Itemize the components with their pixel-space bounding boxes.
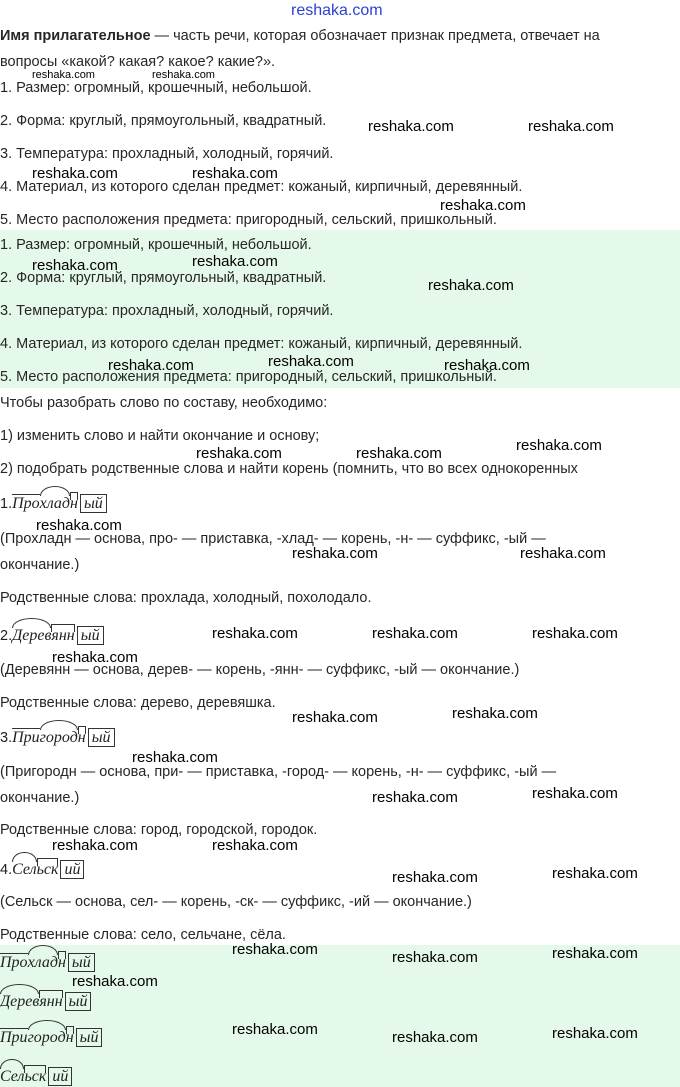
summary-diagram [0, 1028, 102, 1048]
root: хлад [27, 954, 58, 971]
watermark: reshaka.com [528, 118, 614, 135]
watermark: reshaka.com [372, 789, 458, 806]
root: город [27, 1029, 66, 1046]
explanation: окончание.) [0, 790, 80, 806]
definition-line-2: вопросы «какой? какая? какое? какие?». [0, 54, 276, 70]
suffix: н [65, 1029, 74, 1046]
watermark: reshaka.com [152, 69, 215, 81]
watermark: reshaka.com [520, 545, 606, 562]
highlighted-list-item: 4. Материал, из которого сделан предмет: кожаный, кирпичный, деревянный. [0, 336, 523, 352]
watermark: reshaka.com [108, 357, 194, 374]
explanation: (Прохладн — основа, про- — приставка, -хлад- — корень, -н- — суффикс, -ый — [0, 531, 546, 547]
watermark: reshaka.com [32, 69, 95, 81]
highlighted-list-item: 3. Температура: прохладный, холодный, горячий. [0, 303, 334, 319]
morpheme-diagram-4 [0, 860, 84, 880]
watermark: reshaka.com [32, 165, 118, 182]
watermark: reshaka.com [428, 277, 514, 294]
watermark: reshaka.com [292, 709, 378, 726]
watermark: reshaka.com [356, 445, 442, 462]
prefix: Про [0, 954, 28, 971]
definition-term: Имя прилагательное [0, 28, 151, 44]
ending: ый [65, 992, 92, 1011]
diagram-number: 3. [0, 730, 13, 746]
ending: ый [76, 1028, 103, 1047]
list-item: 1. Размер: огромный, крошечный, небольшой. [0, 80, 312, 96]
prefix: При [12, 729, 40, 746]
intro-text: Чтобы разобрать слово по составу, необходимо: [0, 395, 328, 411]
suffix: янн [39, 993, 63, 1010]
watermark: reshaka.com [232, 1021, 318, 1038]
related-words: Родственные слова: город, городской, городок. [0, 822, 318, 838]
watermark: reshaka.com [52, 837, 138, 854]
watermark: reshaka.com [444, 357, 530, 374]
watermark: reshaka.com [516, 437, 602, 454]
list-item: 2. Форма: круглый, прямоугольный, квадратный. [0, 113, 327, 129]
summary-diagram [0, 1067, 72, 1087]
watermark: reshaka.com [52, 649, 138, 666]
watermark: reshaka.com [392, 949, 478, 966]
watermark: reshaka.com [196, 445, 282, 462]
suffix: ьск [24, 1068, 47, 1085]
watermark: reshaka.com [36, 517, 122, 534]
watermark: reshaka.com [212, 837, 298, 854]
diagram-number: 2. [0, 628, 13, 644]
highlighted-list-item: 5. Место расположения предмета: пригородный, сельский, пришкольный. [0, 369, 497, 385]
explanation: (Деревянн — основа, дерев- — корень, -янн- — суффикс, -ый — окончание.) [0, 662, 520, 678]
root: Сел [0, 1068, 25, 1085]
highlighted-list-item: 2. Форма: круглый, прямоугольный, квадратный. [0, 270, 327, 286]
morpheme-diagram-1 [0, 494, 107, 514]
list-item: 4. Материал, из которого сделан предмет: кожаный, кирпичный, деревянный. [0, 179, 523, 195]
step-2: 2) подобрать родственные слова и найти корень (помнить, что во всех однокоренных [0, 461, 578, 477]
definition-line-1 [0, 27, 600, 45]
watermark: reshaka.com [372, 625, 458, 642]
root: Дерев [12, 627, 52, 644]
watermark: reshaka.com [212, 625, 298, 642]
watermark: reshaka.com [440, 197, 526, 214]
explanation: (Сельск — основа, сел- — корень, -ск- — суффикс, -ий — окончание.) [0, 894, 472, 910]
watermark: reshaka.com [552, 865, 638, 882]
list-item: 3. Температура: прохладный, холодный, горячий. [0, 146, 334, 162]
watermark: reshaka.com [192, 253, 278, 270]
morpheme-diagram-3 [0, 728, 115, 748]
ending: ый [77, 626, 104, 645]
watermark: reshaka.com [532, 625, 618, 642]
root: хлад [39, 495, 71, 512]
step-1: 1) изменить слово и найти окончание и основу; [0, 428, 320, 444]
watermark: reshaka.com [268, 353, 354, 370]
summary-block [0, 945, 680, 1087]
highlighted-list-item: 1. Размер: огромный, крошечный, небольшой. [0, 237, 312, 253]
related-words: Родственные слова: село, сельчане, сёла. [0, 927, 286, 943]
definition-text: — часть речи, которая обозначает признак предмета, отвечает на [150, 28, 600, 44]
related-words: Родственные слова: прохлада, холодный, похолодало. [0, 590, 372, 606]
watermark: reshaka.com [452, 705, 538, 722]
list-item: 5. Место расположения предмета: пригородный, сельский, пришкольный. [0, 212, 497, 228]
ending: ый [88, 728, 115, 747]
ending: ый [68, 953, 95, 972]
watermark: reshaka.com [32, 257, 118, 274]
root: город [39, 729, 78, 746]
watermark: reshaka.com [292, 545, 378, 562]
explanation: (Пригородн — основа, при- — приставка, -город- — корень, -н- — суффикс, -ый — [0, 764, 557, 780]
watermark: reshaka.com [192, 165, 278, 182]
watermark: reshaka.com [392, 1029, 478, 1046]
watermark: reshaka.com [368, 118, 454, 135]
watermark: reshaka.com [132, 749, 218, 766]
ending: ий [48, 1067, 72, 1086]
root: Дерев [0, 993, 40, 1010]
site-header-link[interactable]: reshaka.com [291, 2, 383, 19]
diagram-number: 1. [0, 496, 13, 512]
watermark: reshaka.com [72, 973, 158, 990]
ending: ий [60, 860, 84, 879]
prefix: Про [12, 495, 40, 512]
summary-diagram [0, 953, 95, 973]
watermark: reshaka.com [552, 1025, 638, 1042]
suffix: н [70, 495, 78, 512]
watermark: reshaka.com [392, 869, 478, 886]
suffix: ьск [36, 861, 59, 878]
watermark: reshaka.com [552, 945, 638, 962]
morpheme-diagram-2 [0, 626, 104, 646]
explanation: окончание.) [0, 557, 80, 573]
suffix: янн [51, 627, 75, 644]
ending: ый [80, 494, 107, 513]
suffix: н [57, 954, 66, 971]
prefix: При [0, 1029, 28, 1046]
diagram-number: 4. [0, 862, 13, 878]
root: Сел [12, 861, 37, 878]
related-words: Родственные слова: дерево, деревяшка. [0, 695, 276, 711]
suffix: н [77, 729, 86, 746]
watermark: reshaka.com [232, 941, 318, 958]
watermark: reshaka.com [532, 785, 618, 802]
summary-diagram [0, 992, 91, 1012]
